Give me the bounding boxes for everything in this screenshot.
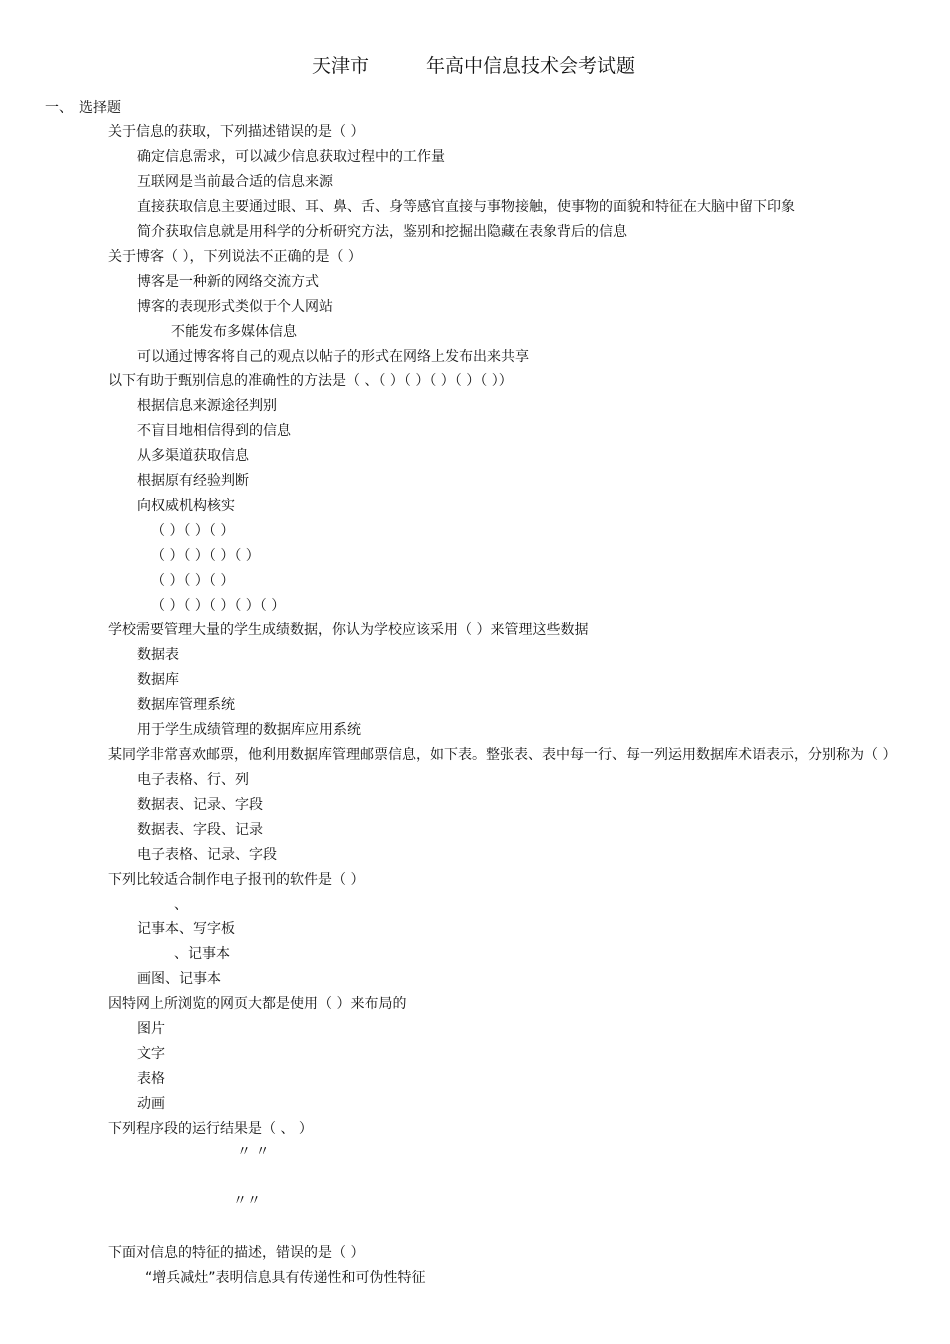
question-4-option: 数据库管理系统 <box>137 697 235 713</box>
question-3-item: 不盲目地相信得到的信息 <box>137 423 291 439</box>
question-7-option: 动画 <box>137 1096 165 1112</box>
question-8-code-line: 〃 〃 <box>237 1144 270 1160</box>
question-6-option: 、记事本 <box>174 946 230 962</box>
question-3-option: （ ）（ ）（ ）（ ） <box>151 548 260 564</box>
question-7-option: 表格 <box>137 1071 165 1087</box>
question-4: 学校需要管理大量的学生成绩数据，你认为学校应该采用（ ）来管理这些数据 <box>108 622 589 638</box>
question-1-option: 简介获取信息就是用科学的分析研究方法，鉴别和挖掘出隐藏在表象背后的信息 <box>137 224 627 240</box>
question-3-option: （ ）（ ）（ ） <box>151 573 235 589</box>
question-3-option: （ ）（ ）（ ） <box>151 523 235 539</box>
title-city: 天津市 <box>312 55 370 77</box>
title-exam: 年高中信息技术会考试题 <box>426 55 636 77</box>
question-2-option: 博客的表现形式类似于个人网站 <box>137 299 333 315</box>
question-3-item: 从多渠道获取信息 <box>137 448 249 464</box>
section-label: 选择题 <box>79 100 121 116</box>
question-4-option: 数据库 <box>137 672 179 688</box>
question-5-option: 数据表、记录、字段 <box>137 797 263 813</box>
section-number: 一、 <box>45 100 73 116</box>
question-5: 某同学非常喜欢邮票，他利用数据库管理邮票信息，如下表。整张表、表中每一行、每一列运用数据库术语表示，分别称为（ ） <box>108 747 897 763</box>
question-3-item: 根据信息来源途径判别 <box>137 398 277 414</box>
question-6-option: 、 <box>174 897 188 913</box>
question-2-option: 博客是一种新的网络交流方式 <box>137 274 319 290</box>
question-8: 下列程序段的运行结果是（ 、 ） <box>108 1121 313 1137</box>
question-6-option: 画图、记事本 <box>137 971 221 987</box>
question-4-option: 数据表 <box>137 647 179 663</box>
question-4-option: 用于学生成绩管理的数据库应用系统 <box>137 722 361 738</box>
question-1-option: 互联网是当前最合适的信息来源 <box>137 174 333 190</box>
question-7-option: 文字 <box>137 1046 165 1062</box>
question-2-option: 可以通过博客将自己的观点以帖子的形式在网络上发布出来共享 <box>137 349 529 365</box>
question-7: 因特网上所浏览的网页大都是使用（ ）来布局的 <box>108 996 407 1012</box>
question-1-option: 直接获取信息主要通过眼、耳、鼻、舌、身等感官直接与事物接触，使事物的面貌和特征在大脑中留下印象 <box>137 199 795 215</box>
question-5-option: 电子表格、记录、字段 <box>137 847 277 863</box>
question-1: 关于信息的获取，下列描述错误的是（ ） <box>108 124 365 140</box>
question-3-item: 根据原有经验判断 <box>137 473 249 489</box>
question-3-option: （ ）（ ）（ ）（ ）（ ） <box>151 598 286 614</box>
question-9-option: “增兵减灶”表明信息具有传递性和可伪性特征 <box>145 1270 426 1286</box>
question-3: 以下有助于甄别信息的准确性的方法是（ 、（ ）（ ）（ ）（ ）（ ）） <box>108 373 513 389</box>
question-2: 关于博客（ ），下列说法不正确的是（ ） <box>108 249 362 265</box>
question-8-code-line: 〃〃 <box>233 1193 261 1209</box>
question-5-option: 数据表、字段、记录 <box>137 822 263 838</box>
question-5-option: 电子表格、行、列 <box>137 772 249 788</box>
question-1-option: 确定信息需求，可以减少信息获取过程中的工作量 <box>137 149 445 165</box>
question-2-option: 不能发布多媒体信息 <box>171 324 297 340</box>
question-9: 下面对信息的特征的描述，错误的是（ ） <box>108 1245 365 1261</box>
question-6: 下列比较适合制作电子报刊的软件是（ ） <box>108 872 365 888</box>
question-3-item: 向权威机构核实 <box>137 498 235 514</box>
question-6-option: 记事本、写字板 <box>137 921 235 937</box>
question-7-option: 图片 <box>137 1021 165 1037</box>
